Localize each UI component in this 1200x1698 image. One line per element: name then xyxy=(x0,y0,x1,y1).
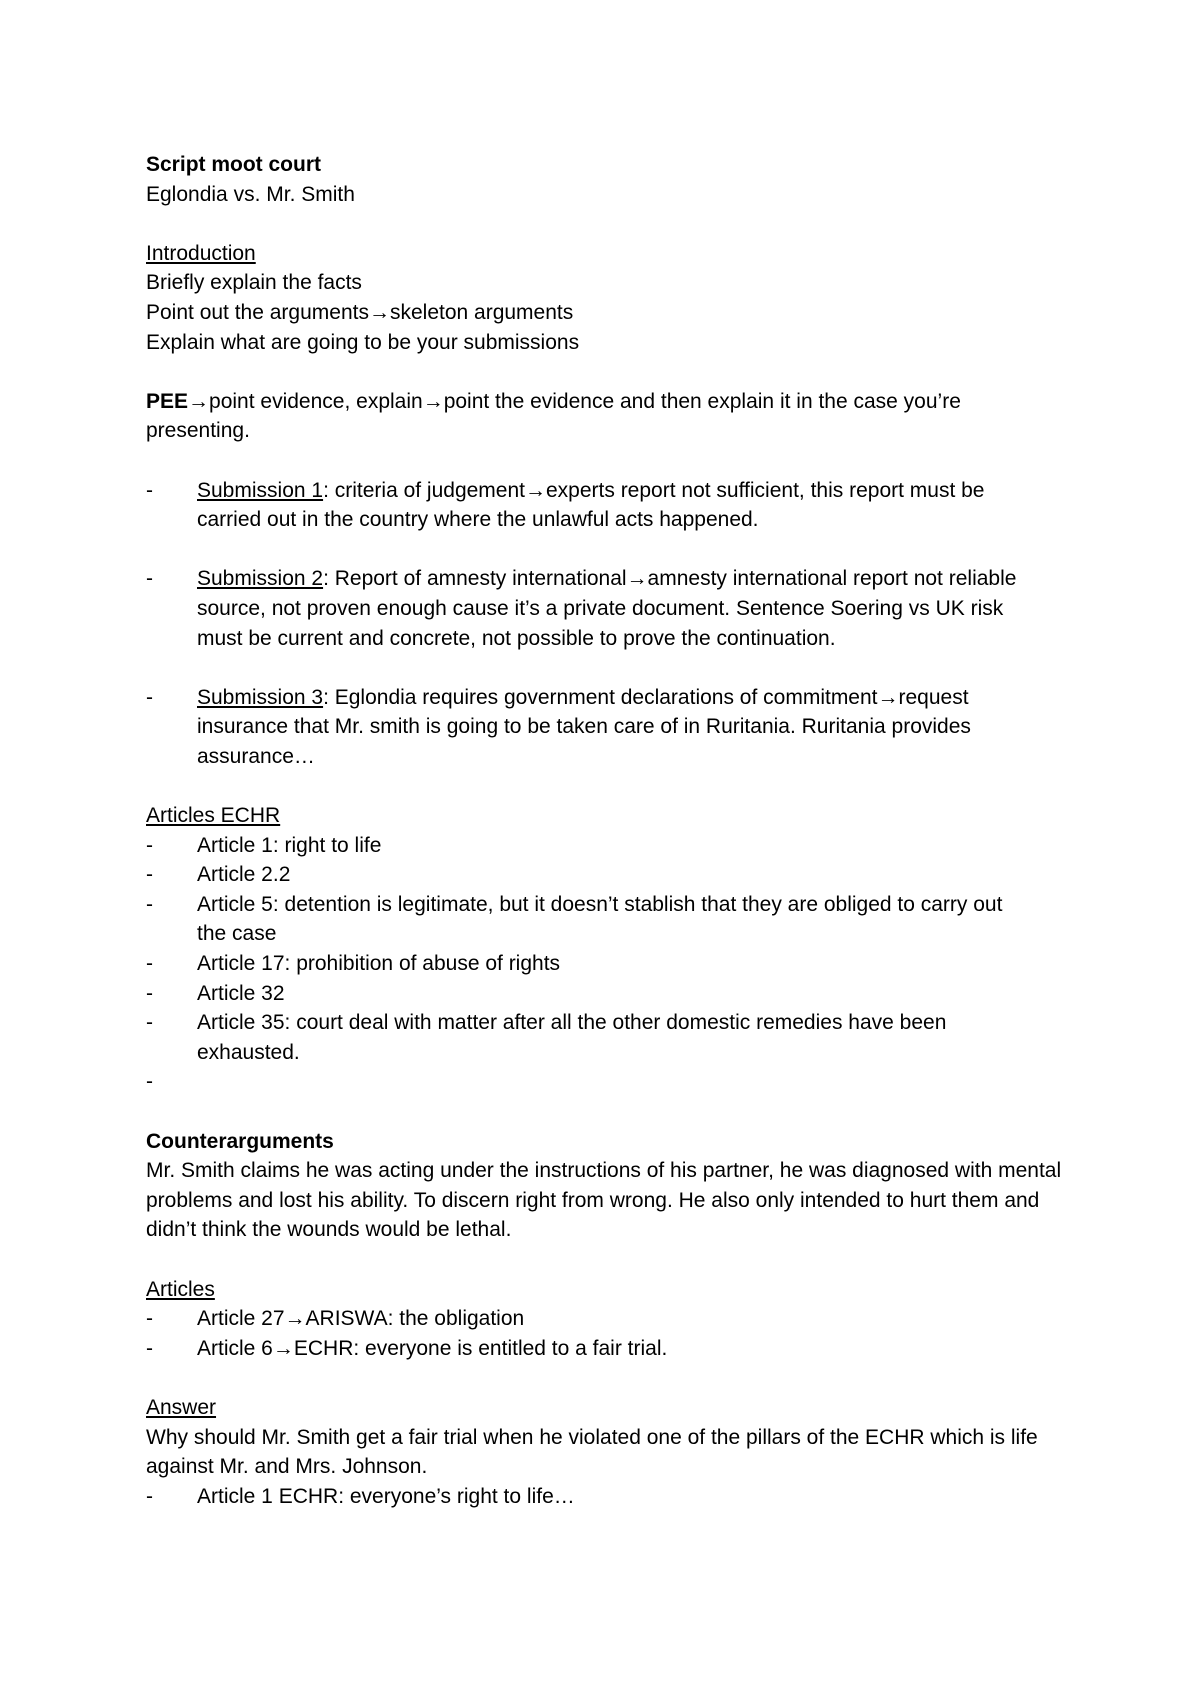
list-item-text: Article 1: right to life xyxy=(197,833,382,857)
pee-text-a: point evidence, explain xyxy=(209,389,423,413)
answer-text: Why should Mr. Smith get a fair trial when he violated one of the pillars of the ECHR which is life against Mr. and Mrs. Johnson. xyxy=(146,1425,1038,1479)
submission-text: : Eglondia requires government declarations of commitment→request insurance that Mr. smith is going to be taken care of in Ruritania. Ruritania provides assurance… xyxy=(197,685,971,768)
bullet-dash: - xyxy=(146,833,153,857)
spacer xyxy=(146,1245,1080,1275)
spacer xyxy=(146,357,1080,387)
list-item-text xyxy=(197,1067,1080,1097)
spacer xyxy=(146,653,1080,683)
list-item-text: Article 2.2 xyxy=(197,863,291,887)
pee-text-b: point the evidence and then explain it in the case you’re presenting. xyxy=(146,389,961,443)
bullet-dash: - xyxy=(146,685,153,709)
introduction-line: Briefly explain the facts xyxy=(146,271,362,295)
list-item xyxy=(146,1334,1080,1364)
arrow-icon: → xyxy=(188,389,210,413)
bullet-dash: - xyxy=(146,478,153,502)
list-item-text: Article 35: court deal with matter after all the other domestic remedies have been exhausted. xyxy=(197,1011,947,1064)
submission-text: : criteria of judgement→experts report not sufficient, this report must be carried out in the country where the unlawful acts happened. xyxy=(197,478,985,532)
articles-heading: Articles xyxy=(146,1277,215,1301)
list-item xyxy=(146,890,1080,949)
spacer xyxy=(146,209,1080,239)
bullet-dash: - xyxy=(146,1011,153,1035)
submission-label: Submission 3 xyxy=(197,685,324,709)
bullet-dash: - xyxy=(146,1070,153,1094)
list-item-text: Article 32 xyxy=(197,981,285,1005)
introduction-heading: Introduction xyxy=(146,241,256,265)
list-item xyxy=(146,949,1080,979)
document-subtitle: Eglondia vs. Mr. Smith xyxy=(146,182,355,206)
answer-heading: Answer xyxy=(146,1395,217,1419)
document-title: Script moot court xyxy=(146,153,322,176)
submission-item xyxy=(146,564,1080,653)
bullet-dash: - xyxy=(146,863,153,887)
bullet-dash: - xyxy=(146,981,153,1005)
submission-item xyxy=(146,476,1080,535)
list-item xyxy=(146,1482,1080,1512)
submission-item xyxy=(146,683,1080,772)
pee-label: PEE xyxy=(146,389,189,413)
spacer xyxy=(146,446,1080,476)
list-item xyxy=(146,1067,1080,1097)
introduction-line: Point out the arguments→skeleton arguments xyxy=(146,300,574,324)
list-item-text: Article 6→ECHR: everyone is entitled to a fair trial. xyxy=(197,1336,668,1360)
bullet-dash: - xyxy=(146,567,153,591)
arrow-icon: → xyxy=(422,389,444,413)
list-item xyxy=(146,860,1080,890)
articles-echr-heading: Articles ECHR xyxy=(146,804,281,828)
list-item-text: Article 17: prohibition of abuse of rights xyxy=(197,952,561,976)
list-item-text: Article 1 ECHR: everyone’s right to life… xyxy=(197,1484,575,1508)
bullet-dash: - xyxy=(146,1484,153,1508)
list-item-text: Article 5: detention is legitimate, but it doesn’t stablish that they are obliged to carry out the case xyxy=(197,892,1003,946)
list-item xyxy=(146,1304,1080,1334)
spacer xyxy=(146,771,1080,801)
submission-label: Submission 2 xyxy=(197,567,324,591)
bullet-dash: - xyxy=(146,1336,153,1360)
spacer xyxy=(146,1363,1080,1393)
bullet-dash: - xyxy=(146,1307,153,1331)
spacer xyxy=(146,535,1080,565)
bullet-dash: - xyxy=(146,892,153,916)
submission-text: : Report of amnesty international→amnesty international report not reliable source, not proven enough cause it’s a private document. Sentence Soering vs UK risk must be current and concrete, not possible to prove the continuation. xyxy=(197,567,1017,650)
bullet-dash: - xyxy=(146,952,153,976)
introduction-line: Explain what are going to be your submissions xyxy=(146,330,580,354)
submission-label: Submission 1 xyxy=(197,478,324,502)
counterarguments-text: Mr. Smith claims he was acting under the instructions of his partner, he was diagnosed with mental problems and lost his ability. To discern right from wrong. He also only intended to hurt them and didn’t think the wounds would be lethal. xyxy=(146,1159,1062,1242)
list-item xyxy=(146,979,1080,1009)
pee-paragraph xyxy=(146,387,1066,446)
counterarguments-heading: Counterarguments xyxy=(146,1129,334,1153)
list-item xyxy=(146,1008,1080,1067)
list-item-text: Article 27→ARISWA: the obligation xyxy=(197,1307,525,1331)
spacer xyxy=(146,1097,1080,1127)
list-item xyxy=(146,831,1080,861)
